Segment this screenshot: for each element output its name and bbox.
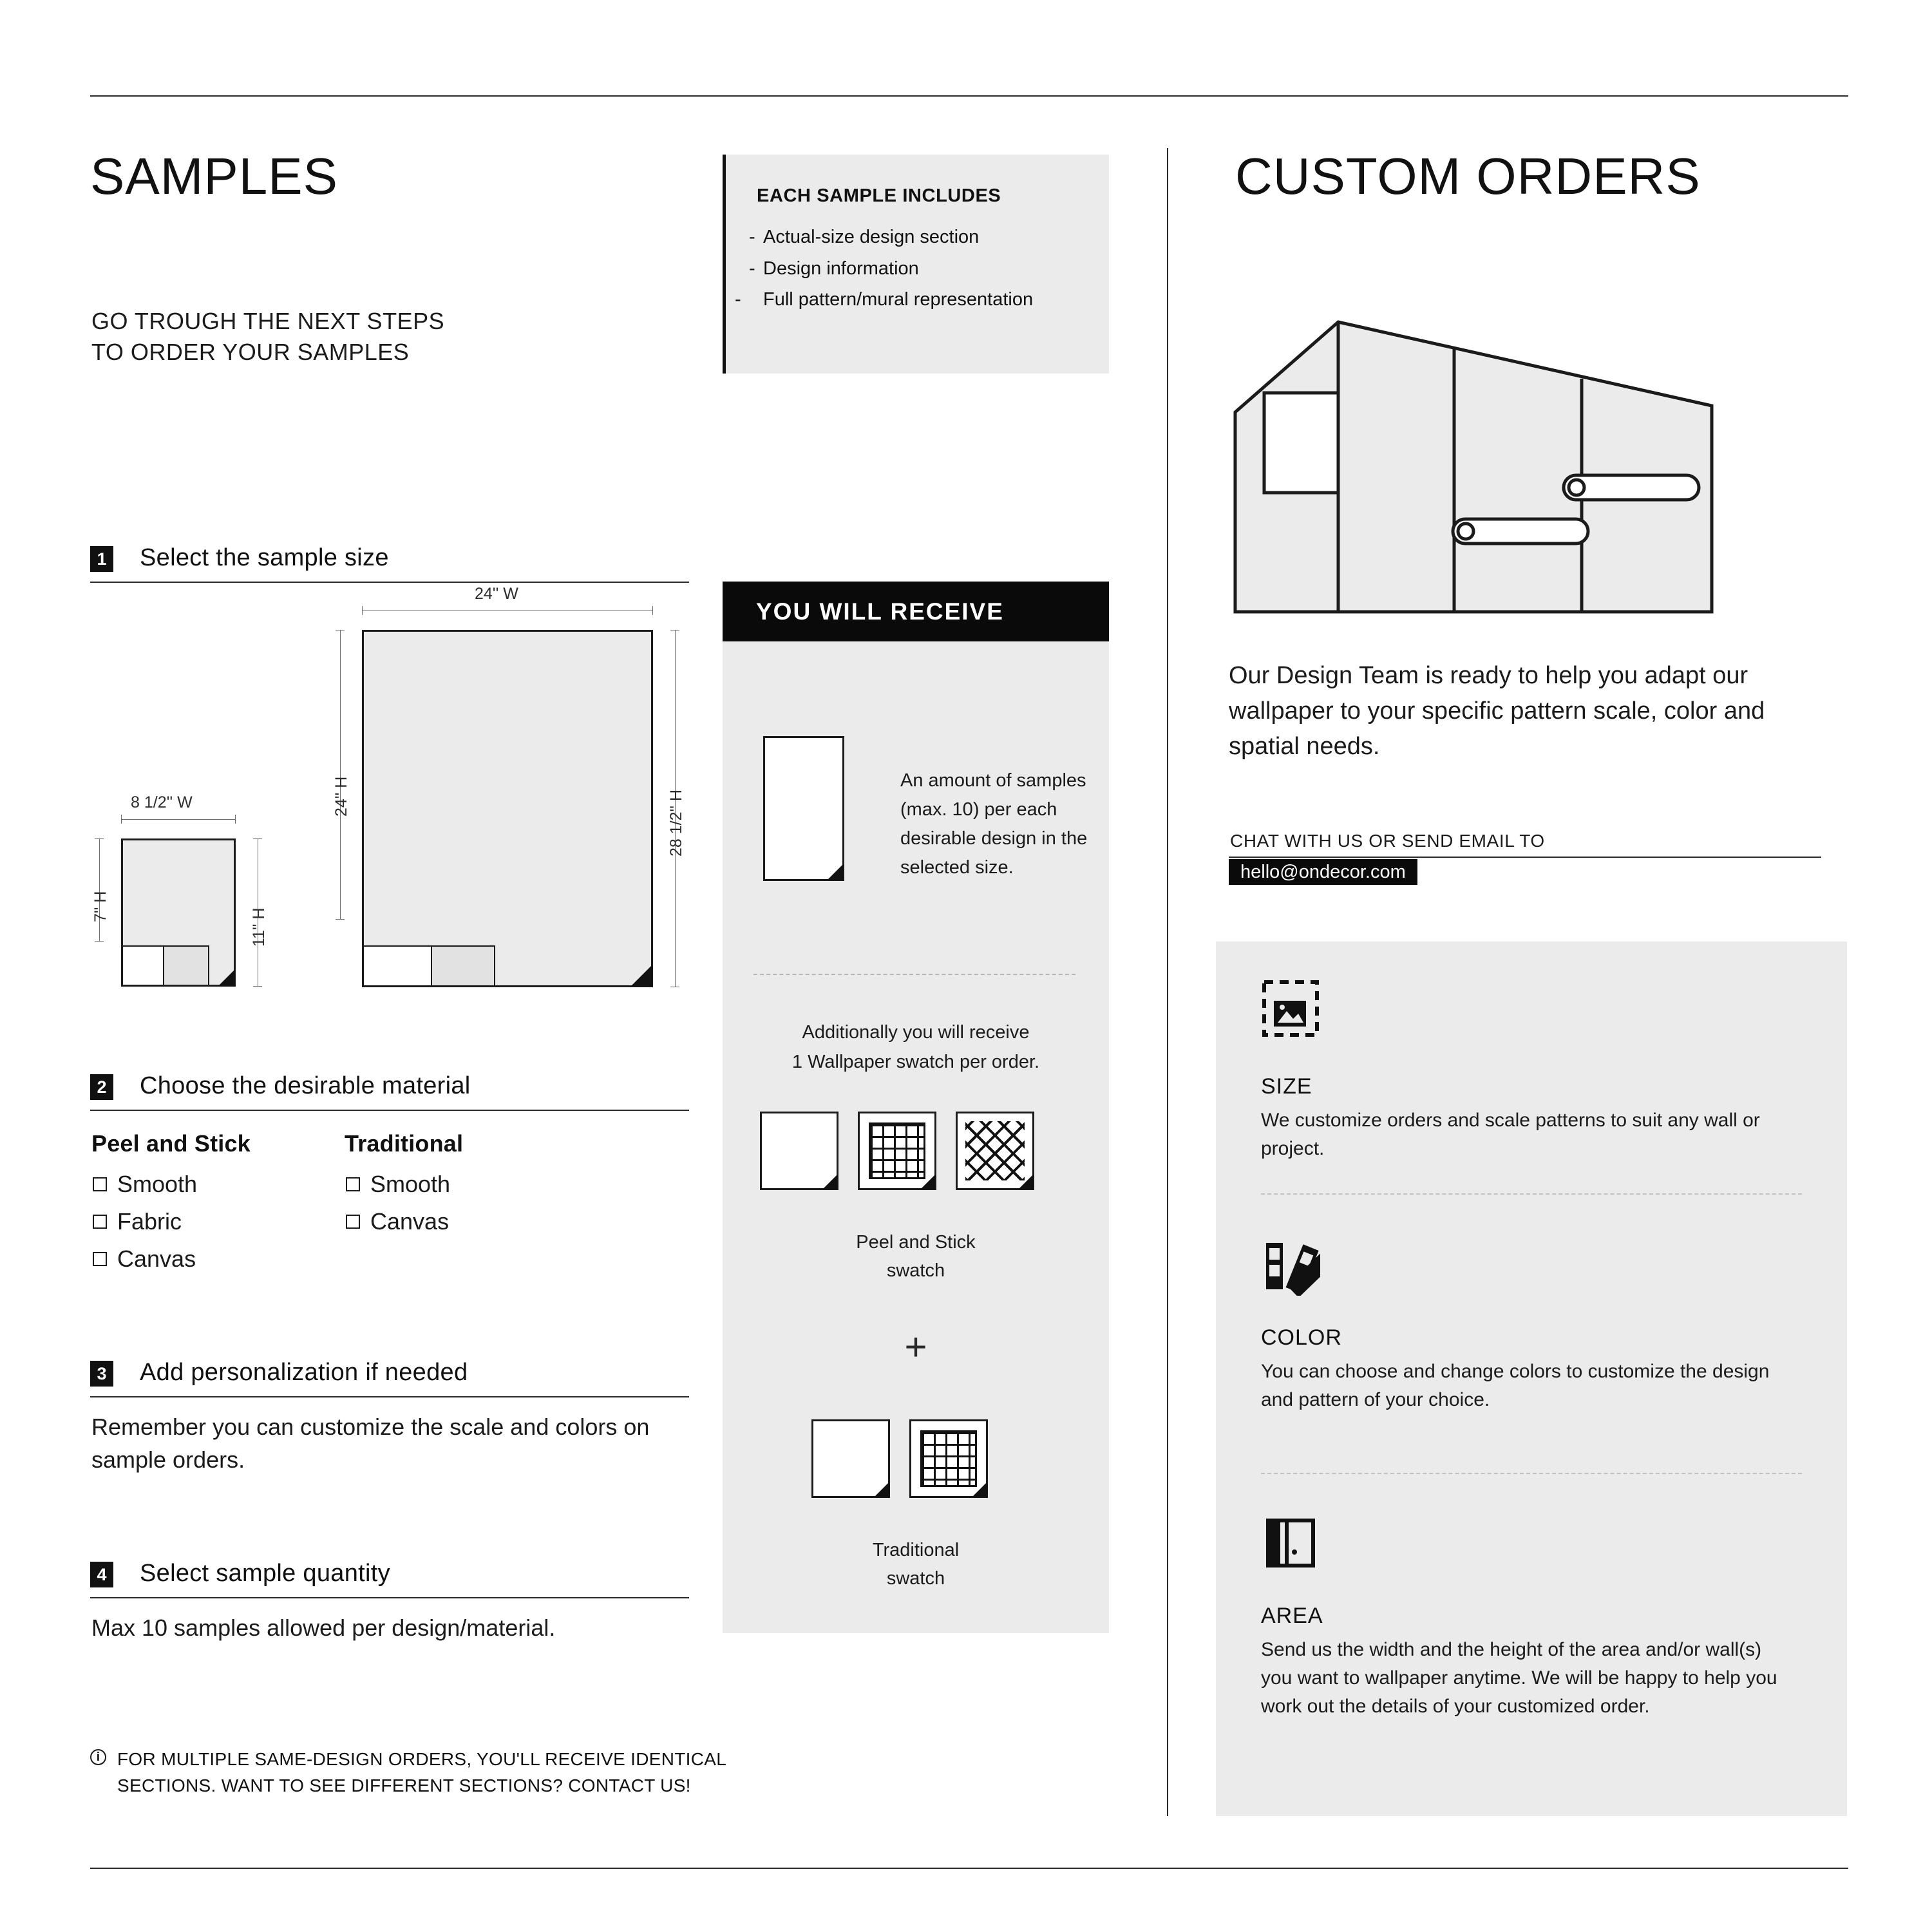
list-item: - Full pattern/mural representation bbox=[735, 289, 1034, 310]
dim-tick bbox=[652, 606, 653, 615]
samples-subheading bbox=[91, 306, 607, 367]
dim-tick bbox=[336, 919, 345, 920]
each-sample-includes-list bbox=[735, 222, 1097, 316]
checkbox[interactable] bbox=[346, 1177, 360, 1191]
step-3-label: Add personalization if needed bbox=[140, 1359, 468, 1386]
plus-icon: + bbox=[904, 1325, 927, 1368]
corner-fold bbox=[630, 965, 652, 987]
you-will-receive-title: YOU WILL RECEIVE bbox=[756, 598, 1004, 625]
feature-color-title: COLOR bbox=[1261, 1325, 1342, 1350]
additional-swatch-note-line1: Additionally you will receive bbox=[802, 1022, 1030, 1043]
step-3-rule bbox=[90, 1396, 689, 1397]
sheet-white-block bbox=[122, 945, 164, 986]
dim-label-small-height-left: 7'' H bbox=[91, 891, 109, 922]
corner-fold bbox=[822, 1174, 838, 1189]
traditional-swatch-caption-line2: swatch bbox=[886, 1567, 945, 1589]
crosshatch-pattern-icon bbox=[965, 1121, 1025, 1180]
chat-rule bbox=[1229, 857, 1821, 858]
footnote bbox=[90, 1747, 895, 1799]
sheet-grey-block bbox=[431, 945, 495, 987]
column-divider bbox=[1167, 148, 1168, 1816]
checkbox[interactable] bbox=[346, 1215, 360, 1229]
step-1-label: Select the sample size bbox=[140, 544, 389, 571]
checkbox[interactable] bbox=[93, 1252, 107, 1266]
dim-line-large-height-left bbox=[340, 630, 341, 920]
option-label: Fabric bbox=[117, 1208, 182, 1235]
traditional-swatch-caption-line1: Traditional bbox=[872, 1540, 960, 1560]
corner-fold bbox=[920, 1174, 936, 1189]
small-sample-sheet bbox=[121, 838, 236, 987]
step-2-label: Choose the desirable material bbox=[140, 1072, 471, 1099]
traditional-swatch-grid bbox=[909, 1419, 988, 1498]
option-label: Smooth bbox=[370, 1171, 451, 1197]
page-title-custom-orders: CUSTOM ORDERS bbox=[1235, 147, 1701, 205]
received-sample-sheet bbox=[763, 736, 844, 881]
bottom-divider bbox=[90, 1868, 1848, 1869]
step-4-rule bbox=[90, 1597, 689, 1598]
custom-orders-paragraph: Our Design Team is ready to help you adapt our wallpaper to your specific pattern scale, color and spatial needs. bbox=[1229, 662, 1765, 761]
option-label: Canvas bbox=[117, 1245, 196, 1272]
dim-tick bbox=[253, 986, 262, 987]
additional-swatch-note bbox=[723, 1018, 1109, 1077]
room-illustration bbox=[1229, 309, 1718, 618]
material-column-title-peel-and-stick: Peel and Stick bbox=[91, 1130, 251, 1157]
step-4-label: Select sample quantity bbox=[140, 1560, 390, 1587]
step-3-body: Remember you can customize the scale and colors on sample orders. bbox=[91, 1414, 650, 1473]
peel-swatch-caption-line2: swatch bbox=[886, 1260, 945, 1281]
dim-line-small-height-left bbox=[99, 838, 100, 942]
material-column-title-traditional: Traditional bbox=[345, 1130, 464, 1157]
dim-tick bbox=[235, 815, 236, 824]
sheet-white-block bbox=[363, 945, 432, 987]
corner-fold bbox=[874, 1482, 889, 1497]
corner-fold bbox=[827, 864, 844, 880]
feature-size-body: We customize orders and scale patterns to suit any wall or project. bbox=[1261, 1110, 1760, 1160]
step-1-number: 1 bbox=[90, 546, 113, 572]
footnote-line-2: SECTIONS. WANT TO SEE DIFFERENT SECTIONS? CONTACT US! bbox=[117, 1775, 691, 1795]
feature-area-body: Send us the width and the height of the area and/or wall(s) you want to wallpaper anytime. We will be happy to help you work out the details of your customized order. bbox=[1261, 1639, 1777, 1718]
dim-tick bbox=[121, 815, 122, 824]
received-sample-description: An amount of samples (max. 10) per each desirable design in the selected size. bbox=[900, 770, 1088, 878]
material-option-peel-fabric[interactable] bbox=[93, 1208, 182, 1235]
dim-label-large-height-right: 28 1/2'' H bbox=[667, 789, 685, 857]
info-icon: i bbox=[90, 1749, 106, 1765]
wall-panels-icon bbox=[1261, 1513, 1320, 1573]
dim-tick bbox=[362, 606, 363, 615]
material-option-traditional-smooth[interactable] bbox=[346, 1171, 450, 1198]
feature-color-body: You can choose and change colors to customize the design and pattern of your choice. bbox=[1261, 1361, 1770, 1411]
grid-pattern-icon bbox=[920, 1430, 977, 1487]
peel-swatch-crosshatch bbox=[956, 1112, 1034, 1190]
step-2-rule bbox=[90, 1110, 689, 1111]
option-label: Smooth bbox=[117, 1171, 198, 1197]
footnote-line-1: FOR MULTIPLE SAME-DESIGN ORDERS, YOU'LL RECEIVE IDENTICAL bbox=[117, 1749, 727, 1769]
traditional-swatch-plain bbox=[811, 1419, 890, 1498]
material-option-peel-smooth[interactable] bbox=[93, 1171, 197, 1198]
feature-separator bbox=[1261, 1473, 1802, 1474]
samples-subheading-line2: TO ORDER YOUR SAMPLES bbox=[91, 338, 410, 365]
feature-separator bbox=[1261, 1193, 1802, 1195]
corner-fold bbox=[218, 969, 235, 986]
grid-pattern-icon bbox=[869, 1122, 925, 1179]
dim-label-large-width: 24'' W bbox=[475, 585, 518, 603]
dim-tick bbox=[253, 838, 262, 839]
color-swatch-fan-icon bbox=[1261, 1236, 1320, 1296]
list-item: - Design information bbox=[749, 258, 919, 279]
accent-bar bbox=[723, 155, 726, 374]
step-4-number: 4 bbox=[90, 1562, 113, 1587]
panel-separator bbox=[753, 974, 1075, 975]
corner-fold bbox=[972, 1482, 987, 1497]
step-4-body: Max 10 samples allowed per design/material. bbox=[91, 1615, 556, 1641]
dim-label-small-width: 8 1/2'' W bbox=[131, 793, 193, 811]
page-title-samples: SAMPLES bbox=[90, 147, 338, 205]
checkbox[interactable] bbox=[93, 1177, 107, 1191]
dim-label-large-height-left: 24'' H bbox=[332, 776, 350, 817]
chat-with-us-label: CHAT WITH US OR SEND EMAIL TO bbox=[1230, 831, 1545, 851]
each-sample-includes-title: EACH SAMPLE INCLUDES bbox=[757, 185, 1001, 206]
you-will-receive-header bbox=[723, 582, 1109, 641]
dim-line-small-width bbox=[121, 819, 236, 820]
dim-tick bbox=[95, 941, 104, 942]
step-1-rule bbox=[90, 582, 689, 583]
top-divider bbox=[90, 95, 1848, 97]
peel-swatch-plain bbox=[760, 1112, 838, 1190]
step-2-number: 2 bbox=[90, 1074, 113, 1100]
sheet-grey-block bbox=[163, 945, 209, 986]
option-label: Canvas bbox=[370, 1208, 450, 1235]
peel-swatch-grid bbox=[858, 1112, 936, 1190]
material-option-traditional-canvas[interactable] bbox=[346, 1208, 449, 1235]
traditional-swatch-caption bbox=[723, 1537, 1109, 1593]
list-item: - Actual-size design section bbox=[749, 227, 980, 247]
peel-swatch-caption-line1: Peel and Stick bbox=[856, 1232, 976, 1253]
corner-fold bbox=[1018, 1174, 1034, 1189]
feature-size-title: SIZE bbox=[1261, 1074, 1312, 1099]
material-option-peel-canvas[interactable] bbox=[93, 1245, 196, 1273]
contact-email[interactable]: hello@ondecor.com bbox=[1229, 859, 1417, 885]
samples-subheading-line1: GO TROUGH THE NEXT STEPS bbox=[91, 308, 445, 334]
additional-swatch-note-line2: 1 Wallpaper swatch per order. bbox=[791, 1052, 1040, 1073]
checkbox[interactable] bbox=[93, 1215, 107, 1229]
image-frame-icon bbox=[1261, 979, 1320, 1038]
feature-area-title: AREA bbox=[1261, 1604, 1323, 1628]
step-3-number: 3 bbox=[90, 1361, 113, 1387]
dim-tick bbox=[95, 838, 104, 839]
dim-label-small-height-right: 11'' H bbox=[250, 907, 268, 947]
large-sample-sheet bbox=[362, 630, 653, 987]
peel-swatch-caption bbox=[723, 1229, 1109, 1285]
